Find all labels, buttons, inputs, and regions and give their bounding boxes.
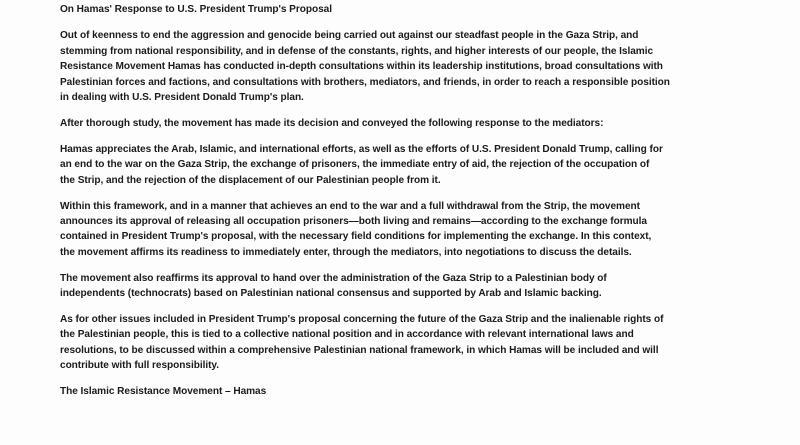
document-body xyxy=(60,2,795,400)
paragraph-line: After thorough study, the movement has made its decision and conveyed the following response to the mediators: xyxy=(60,117,604,129)
paragraph-line: the Palestinian people, this is tied to a collective national position and in accordance with relevant international laws and xyxy=(60,329,634,341)
paragraph-line: the movement affirms its readiness to immediately enter, through the mediators, into negotiations to discuss the details. xyxy=(60,246,632,258)
paragraph-1 xyxy=(60,28,795,105)
paragraph-line: Palestinian forces and factions, and consultations with brothers, mediators, and friends, in order to reach a responsible position xyxy=(60,76,670,88)
paragraph-line: in dealing with U.S. President Donald Trump's plan. xyxy=(60,92,304,104)
paragraph-4 xyxy=(60,199,795,261)
paragraph-line: contribute with full responsibility. xyxy=(60,360,219,372)
paragraph-line: Resistance Movement Hamas has conducted in-depth consultations within its leadership institutions, broad consultations with xyxy=(60,61,663,73)
paragraph-3 xyxy=(60,142,795,188)
paragraph-line: independents (technocrats) based on Palestinian national consensus and supported by Arab and Islamic backing. xyxy=(60,288,602,300)
paragraph-line: Hamas appreciates the Arab, Islamic, and international efforts, as well as the efforts of U.S. President Donald Trump, calling for xyxy=(60,143,663,155)
paragraph-line: As for other issues included in President Trump's proposal concerning the future of the Gaza Strip and the inalienable rights of xyxy=(60,314,664,325)
document-title: On Hamas' Response to U.S. President Trump's Proposal xyxy=(60,4,332,15)
paragraph-line: resolutions, to be discussed within a comprehensive Palestinian national framework, in which Hamas will be included and will xyxy=(60,344,659,356)
paragraph-line: Out of keenness to end the aggression and genocide being carried out against our steadfast people in the Gaza Strip, and xyxy=(60,30,639,42)
paragraph-5 xyxy=(60,271,795,302)
paragraph-line: an end to the war on the Gaza Strip, the exchange of prisoners, the immediate entry of aid, the rejection of the occupation of xyxy=(60,159,650,171)
signature: The Islamic Resistance Movement – Hamas xyxy=(60,386,267,398)
paragraph-2 xyxy=(60,116,795,131)
paragraph-line: Within this framework, and in a manner that achieves an end to the war and a full withdrawal from the Strip, the movement xyxy=(60,200,640,212)
paragraph-line: the Strip, and the rejection of the displacement of our Palestinian people from it. xyxy=(60,174,441,186)
paragraph-6 xyxy=(60,312,795,374)
paragraph-line: The movement also reaffirms its approval to hand over the administration of the Gaza Strip to a Palestinian body of xyxy=(60,272,607,284)
paragraph-line: contained in President Trump's proposal, with the necessary field conditions for implementing the exchange. In this context, xyxy=(60,231,652,243)
paragraph-line: announces its approval of releasing all occupation prisoners—both living and remains—according to the exchange formula xyxy=(60,215,647,227)
paragraph-line: stemming from national responsibility, and in defense of the constants, rights, and higher interests of our people, the Islamic xyxy=(60,45,654,57)
